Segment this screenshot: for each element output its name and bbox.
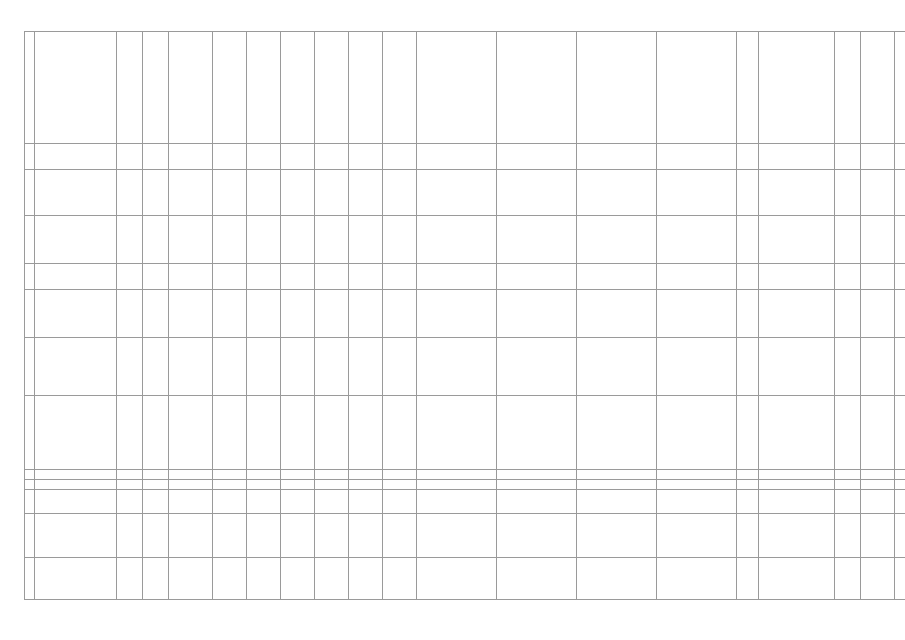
cell-address	[35, 396, 117, 470]
cell-area-other	[349, 264, 383, 290]
cell-year-built	[117, 32, 143, 144]
cell-address	[35, 480, 117, 490]
cell-material	[169, 514, 213, 558]
cell-area-total	[281, 470, 315, 480]
cell-n	[25, 490, 35, 514]
cell-year-built	[117, 290, 143, 338]
cell-entrances	[247, 470, 281, 480]
cell-cost-per-m2	[835, 338, 861, 396]
cell-funds-c	[657, 170, 737, 216]
cell-area-other	[349, 490, 383, 514]
table-row	[25, 170, 905, 216]
cell-works	[759, 32, 835, 144]
cell-cost-per-m2	[835, 264, 861, 290]
cell-funds-c	[657, 490, 737, 514]
cell-material	[169, 170, 213, 216]
cell-funds-a	[497, 216, 577, 264]
cell-year-built	[117, 264, 143, 290]
cell-funds-a	[497, 32, 577, 144]
cell-n	[25, 558, 35, 600]
cell-year-repair	[143, 470, 169, 480]
cell-material	[169, 558, 213, 600]
cell-area-other	[349, 396, 383, 470]
cell-entrances	[247, 338, 281, 396]
cell-area-total	[281, 216, 315, 264]
cell-area-total	[281, 170, 315, 216]
cell-cost-per-m2	[835, 170, 861, 216]
cell-cost-limit	[861, 470, 895, 480]
cell-funds-c	[657, 470, 737, 480]
cell-year-plan	[895, 32, 905, 144]
cell-entrances	[247, 170, 281, 216]
cell-funds-c	[657, 144, 737, 170]
cell-cost-total	[417, 514, 497, 558]
cell-material	[169, 216, 213, 264]
cell-funds-c	[657, 32, 737, 144]
cell-entrances	[247, 490, 281, 514]
cell-cost-limit	[861, 514, 895, 558]
cell-n	[25, 216, 35, 264]
cell-cost-per-m2	[835, 32, 861, 144]
cell-address	[35, 264, 117, 290]
cell-year-repair	[143, 490, 169, 514]
cell-cost-limit	[861, 264, 895, 290]
cell-cost-per-m2	[835, 396, 861, 470]
cell-area-living	[315, 470, 349, 480]
cell-year-repair	[143, 514, 169, 558]
cell-floors	[213, 290, 247, 338]
cell-cost-total	[417, 490, 497, 514]
cell-cost-limit	[861, 338, 895, 396]
cell-address	[35, 558, 117, 600]
cell-year-built	[117, 490, 143, 514]
cell-year-repair	[143, 558, 169, 600]
cell-funds-a	[497, 290, 577, 338]
cell-funds-b	[577, 558, 657, 600]
cell-n	[25, 470, 35, 480]
cell-year-plan	[895, 338, 905, 396]
cell-address	[35, 290, 117, 338]
cell-works	[759, 514, 835, 558]
cell-area-total	[281, 396, 315, 470]
cell-floors	[213, 480, 247, 490]
cell-funds-c	[657, 480, 737, 490]
cell-funds-c	[657, 396, 737, 470]
cell-year-built	[117, 514, 143, 558]
cell-year-plan	[895, 490, 905, 514]
cell-year-plan	[895, 396, 905, 470]
cell-cost-per-m2	[835, 480, 861, 490]
cell-material	[169, 470, 213, 480]
cell-works	[759, 396, 835, 470]
cell-cost-limit	[861, 32, 895, 144]
cell-year-built	[117, 480, 143, 490]
cell-year-plan	[895, 514, 905, 558]
cell-cost-total	[417, 470, 497, 480]
table-row	[25, 338, 905, 396]
cell-residents	[383, 32, 417, 144]
cell-floors	[213, 216, 247, 264]
cell-residents	[383, 558, 417, 600]
cell-funds-c	[657, 514, 737, 558]
cell-funds-c	[657, 290, 737, 338]
cell-funds-a	[497, 490, 577, 514]
cell-n	[25, 396, 35, 470]
cell-funds-b	[577, 480, 657, 490]
cell-material	[169, 338, 213, 396]
cell-entrances	[247, 216, 281, 264]
cell-floors	[213, 514, 247, 558]
cell-cost-total	[417, 290, 497, 338]
cell-cost-total	[417, 144, 497, 170]
cell-funds-a	[497, 264, 577, 290]
cell-works	[759, 558, 835, 600]
cell-year-repair	[143, 396, 169, 470]
cell-funds-a	[497, 170, 577, 216]
cell-year-repair	[143, 264, 169, 290]
cell-works	[759, 170, 835, 216]
cell-funds-d	[737, 490, 759, 514]
cell-material	[169, 144, 213, 170]
cell-year-repair	[143, 480, 169, 490]
cell-n	[25, 144, 35, 170]
cell-area-total	[281, 480, 315, 490]
cell-material	[169, 490, 213, 514]
cell-address	[35, 490, 117, 514]
cell-area-living	[315, 338, 349, 396]
cell-area-living	[315, 290, 349, 338]
cell-works	[759, 480, 835, 490]
cell-floors	[213, 144, 247, 170]
cell-residents	[383, 338, 417, 396]
cell-floors	[213, 264, 247, 290]
cell-address	[35, 32, 117, 144]
cell-funds-c	[657, 558, 737, 600]
cell-year-repair	[143, 338, 169, 396]
cell-funds-d	[737, 216, 759, 264]
cell-works	[759, 290, 835, 338]
table-row	[25, 264, 905, 290]
cell-cost-limit	[861, 490, 895, 514]
cell-cost-total	[417, 558, 497, 600]
cell-funds-b	[577, 144, 657, 170]
cell-funds-b	[577, 264, 657, 290]
cell-funds-d	[737, 338, 759, 396]
cell-entrances	[247, 558, 281, 600]
table-row	[25, 144, 905, 170]
cell-area-other	[349, 32, 383, 144]
cell-funds-a	[497, 480, 577, 490]
table-row	[25, 490, 905, 514]
cell-year-repair	[143, 170, 169, 216]
cell-entrances	[247, 480, 281, 490]
cell-funds-b	[577, 216, 657, 264]
cell-year-plan	[895, 290, 905, 338]
cell-residents	[383, 264, 417, 290]
cell-funds-a	[497, 514, 577, 558]
cell-material	[169, 290, 213, 338]
cell-residents	[383, 216, 417, 264]
cell-area-living	[315, 32, 349, 144]
cell-entrances	[247, 32, 281, 144]
cell-year-plan	[895, 480, 905, 490]
cell-cost-limit	[861, 170, 895, 216]
cell-funds-a	[497, 396, 577, 470]
cell-funds-a	[497, 470, 577, 480]
cell-cost-limit	[861, 480, 895, 490]
cell-material	[169, 480, 213, 490]
cell-area-living	[315, 480, 349, 490]
cell-cost-total	[417, 216, 497, 264]
cell-cost-total	[417, 338, 497, 396]
cell-funds-c	[657, 338, 737, 396]
cell-cost-per-m2	[835, 216, 861, 264]
cell-residents	[383, 470, 417, 480]
cell-material	[169, 32, 213, 144]
cell-area-total	[281, 290, 315, 338]
cell-residents	[383, 490, 417, 514]
cell-cost-total	[417, 396, 497, 470]
cell-year-repair	[143, 216, 169, 264]
table-row	[25, 32, 905, 144]
cell-works	[759, 216, 835, 264]
cell-funds-d	[737, 480, 759, 490]
cell-entrances	[247, 514, 281, 558]
cell-funds-c	[657, 216, 737, 264]
cell-funds-b	[577, 290, 657, 338]
cell-funds-d	[737, 32, 759, 144]
cell-residents	[383, 290, 417, 338]
cell-funds-d	[737, 170, 759, 216]
cell-area-living	[315, 264, 349, 290]
cell-entrances	[247, 290, 281, 338]
cell-area-other	[349, 514, 383, 558]
cell-n	[25, 32, 35, 144]
cell-address	[35, 216, 117, 264]
cell-year-built	[117, 558, 143, 600]
cell-residents	[383, 514, 417, 558]
cell-floors	[213, 490, 247, 514]
cell-area-total	[281, 264, 315, 290]
cell-material	[169, 396, 213, 470]
cell-funds-b	[577, 514, 657, 558]
cell-year-plan	[895, 558, 905, 600]
cell-area-other	[349, 170, 383, 216]
cell-cost-limit	[861, 396, 895, 470]
cell-area-other	[349, 216, 383, 264]
table-row	[25, 290, 905, 338]
cell-area-living	[315, 514, 349, 558]
cell-entrances	[247, 144, 281, 170]
cell-year-repair	[143, 290, 169, 338]
table-row	[25, 514, 905, 558]
cell-cost-total	[417, 264, 497, 290]
cell-n	[25, 514, 35, 558]
cell-area-other	[349, 290, 383, 338]
cell-material	[169, 264, 213, 290]
cell-area-other	[349, 480, 383, 490]
cell-funds-d	[737, 144, 759, 170]
cell-address	[35, 144, 117, 170]
cell-funds-a	[497, 338, 577, 396]
cell-residents	[383, 480, 417, 490]
cell-floors	[213, 170, 247, 216]
cell-works	[759, 470, 835, 480]
cell-area-other	[349, 470, 383, 480]
cell-funds-d	[737, 470, 759, 480]
cell-cost-total	[417, 170, 497, 216]
cell-area-living	[315, 490, 349, 514]
cell-cost-limit	[861, 290, 895, 338]
cell-funds-b	[577, 396, 657, 470]
repair-schedule-table	[24, 31, 905, 600]
cell-residents	[383, 170, 417, 216]
cell-floors	[213, 338, 247, 396]
cell-address	[35, 514, 117, 558]
cell-floors	[213, 470, 247, 480]
cell-residents	[383, 144, 417, 170]
cell-funds-b	[577, 170, 657, 216]
cell-n	[25, 170, 35, 216]
cell-address	[35, 470, 117, 480]
cell-funds-b	[577, 32, 657, 144]
cell-area-living	[315, 558, 349, 600]
table-row	[25, 470, 905, 480]
cell-year-repair	[143, 32, 169, 144]
cell-funds-a	[497, 144, 577, 170]
cell-address	[35, 338, 117, 396]
cell-area-total	[281, 558, 315, 600]
cell-address	[35, 170, 117, 216]
cell-floors	[213, 558, 247, 600]
cell-funds-a	[497, 558, 577, 600]
cell-area-total	[281, 32, 315, 144]
cell-year-plan	[895, 470, 905, 480]
cell-year-plan	[895, 216, 905, 264]
cell-floors	[213, 32, 247, 144]
cell-area-total	[281, 144, 315, 170]
cell-floors	[213, 396, 247, 470]
cell-area-other	[349, 338, 383, 396]
cell-year-plan	[895, 144, 905, 170]
cell-area-total	[281, 514, 315, 558]
cell-year-plan	[895, 170, 905, 216]
cell-cost-limit	[861, 144, 895, 170]
cell-works	[759, 338, 835, 396]
cell-year-built	[117, 170, 143, 216]
cell-area-other	[349, 144, 383, 170]
cell-year-built	[117, 338, 143, 396]
cell-n	[25, 480, 35, 490]
cell-funds-d	[737, 264, 759, 290]
table-row	[25, 480, 905, 490]
cell-area-living	[315, 216, 349, 264]
cell-cost-per-m2	[835, 470, 861, 480]
cell-year-plan	[895, 264, 905, 290]
cell-funds-d	[737, 290, 759, 338]
cell-area-living	[315, 170, 349, 216]
cell-entrances	[247, 396, 281, 470]
cell-funds-d	[737, 396, 759, 470]
cell-area-total	[281, 490, 315, 514]
cell-funds-c	[657, 264, 737, 290]
cell-cost-per-m2	[835, 290, 861, 338]
cell-funds-b	[577, 470, 657, 480]
cell-year-built	[117, 216, 143, 264]
cell-cost-limit	[861, 558, 895, 600]
cell-cost-per-m2	[835, 558, 861, 600]
cell-cost-per-m2	[835, 490, 861, 514]
cell-cost-per-m2	[835, 144, 861, 170]
cell-works	[759, 144, 835, 170]
cell-cost-limit	[861, 216, 895, 264]
table-row	[25, 216, 905, 264]
table-row	[25, 396, 905, 470]
cell-area-total	[281, 338, 315, 396]
cell-funds-d	[737, 558, 759, 600]
cell-cost-total	[417, 480, 497, 490]
cell-year-built	[117, 470, 143, 480]
cell-year-built	[117, 144, 143, 170]
cell-works	[759, 264, 835, 290]
cell-residents	[383, 396, 417, 470]
table-row	[25, 558, 905, 600]
cell-n	[25, 290, 35, 338]
cell-n	[25, 338, 35, 396]
cell-cost-per-m2	[835, 514, 861, 558]
cell-entrances	[247, 264, 281, 290]
cell-year-repair	[143, 144, 169, 170]
cell-cost-total	[417, 32, 497, 144]
cell-works	[759, 490, 835, 514]
cell-funds-b	[577, 338, 657, 396]
cell-area-living	[315, 396, 349, 470]
cell-funds-d	[737, 514, 759, 558]
cell-area-other	[349, 558, 383, 600]
table-body	[25, 32, 905, 600]
cell-year-built	[117, 396, 143, 470]
cell-area-living	[315, 144, 349, 170]
cell-funds-b	[577, 490, 657, 514]
cell-n	[25, 264, 35, 290]
